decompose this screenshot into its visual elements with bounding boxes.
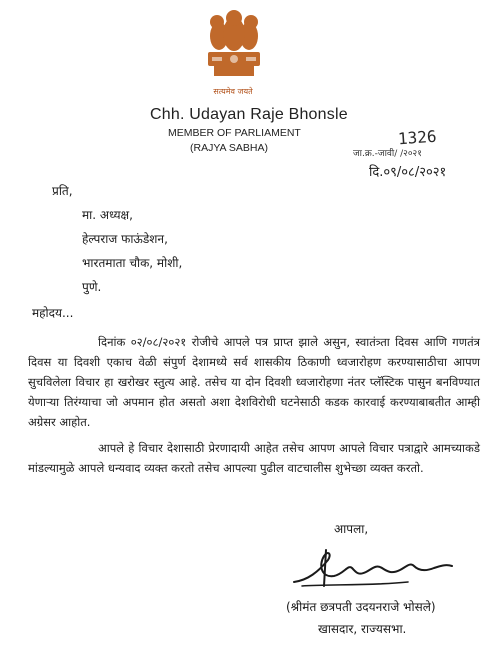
sender-name: Chh. Udayan Raje Bhonsle xyxy=(150,106,348,123)
recipient-line: भारतमाता चौक, मोशी, xyxy=(82,256,183,270)
body-paragraph-1 xyxy=(28,332,480,432)
recipient-to: प्रति, xyxy=(52,184,73,198)
signatory-name: (श्रीमंत छत्रपती उदयनराजे भोसले) xyxy=(286,600,436,614)
emblem-motto: सत्यमेव जयते xyxy=(213,87,253,96)
recipient-line: पुणे. xyxy=(82,280,102,294)
national-emblem-icon xyxy=(204,8,264,88)
recipient-line: मा. अध्यक्ष, xyxy=(82,208,133,222)
salutation: महोदय... xyxy=(32,306,74,320)
body-paragraph-2 xyxy=(28,438,480,478)
body-paragraph-2-text: आपले हे विचार देशासाठी प्रेरणादायी आहेत तसेच आपण आपले विचार पत्राद्वारे आमच्याकडे मांडल्यामुळे आपले धन्यवाद व्यक्त करतो तसेच आपल्या पुढील वाटचालीस शुभेच्छा व्यक्त करतो. xyxy=(28,441,480,475)
signatory-title: खासदार, राज्यसभा. xyxy=(318,622,407,636)
reference-number: 1326 xyxy=(397,126,438,149)
sender-designation: MEMBER OF PARLIAMENT xyxy=(168,127,301,139)
recipient-line: हेल्पराज फाऊंडेशन, xyxy=(82,232,168,246)
closing: आपला, xyxy=(334,522,369,536)
reference-line: जा.क्र.-जावी/ /२०२१ xyxy=(353,149,422,159)
letter-date: दि.०९/०८/२०२१ xyxy=(369,165,447,180)
body-paragraph-1-text: दिनांक ०२/०८/२०२१ रोजीचे आपले पत्र प्राप्त झाले असुन, स्वातंत्र्ता दिवस आणि गणतंत्र दिवस या दिवशी एकाच वेळी संपुर्ण देशामध्ये सर्व शासकीय ठिकाणी ध्वजारोहण करण्यासाठीचा आपण सुचविलेला विचार हा खरोखर स्तुत्य आहे. तसेच या दोन दिवशी ध्वजारोहणा नंतर प्लॅस्टिक पासुन बनविण्यात येणाऱ्या तिरंग्याचा जो अपमान होत असतो अशा देशविरोधी घटनेसाठी कडक कारवाई करण्याबाबतीत आम्ही अग्रेसर आहोत. xyxy=(28,335,480,429)
handwritten-signature xyxy=(288,542,458,594)
sender-house: (RAJYA SABHA) xyxy=(190,142,268,154)
